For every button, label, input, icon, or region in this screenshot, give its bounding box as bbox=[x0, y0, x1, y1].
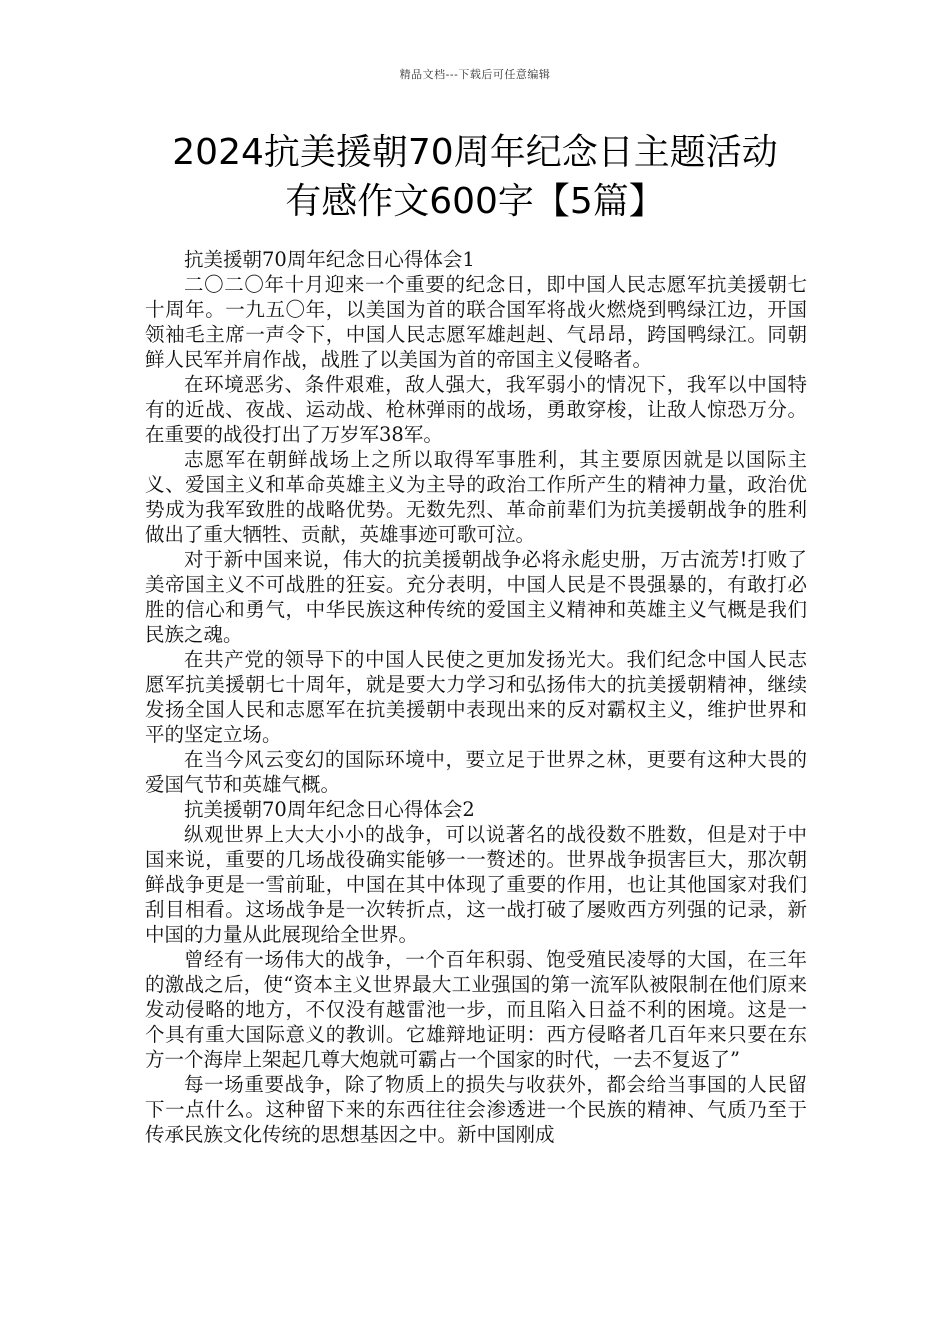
header-note: 精品文档---下载后可任意编辑 bbox=[399, 68, 551, 81]
section-heading-1: 抗美援朝70周年纪念日心得体会1 bbox=[184, 248, 475, 271]
paragraph: 曾经有一场伟大的战争，一个百年积弱、饱受殖民凌辱的大国，在三年的激战之后，使“资本主义世界最大工业强国的第一流军队被限制在他们原来发动侵略的地方，不仅没有越雷池一步，而且陷入日益不利的困境。这是一个具有重大国际意义的教训。它雄辩地证明：西方侵略者几百年来只要在东方一个海岸上架起几尊大炮就可霸占一个国家的时代，一去不复返了” bbox=[145, 948, 807, 1071]
paragraph: 在当今风云变幻的国际环境中，要立足于世界之林，更要有这种大畏的爱国气节和英雄气概。 bbox=[145, 748, 807, 796]
title-line-1: 2024抗美援朝70周年纪念日主题活动 bbox=[172, 132, 778, 173]
paragraph: 志愿军在朝鲜战场上之所以取得军事胜利，其主要原因就是以国际主义、爱国主义和革命英雄主义为主导的政治工作所产生的精神力量，政治优势成为我军致胜的战略优势。无数先烈、革命前辈们为抗美援朝战争的胜利做出了重大牺牲、贡献，英雄事迹可歌可泣。 bbox=[145, 448, 807, 546]
paragraph: 在环境恶劣、条件艰难，敌人强大，我军弱小的情况下，我军以中国特有的近战、夜战、运动战、枪林弹雨的战场，勇敢穿梭，让敌人惊恐万分。在重要的战役打出了万岁军38军。 bbox=[145, 373, 807, 446]
document-title bbox=[120, 128, 830, 226]
paragraph: 在共产党的领导下的中国人民使之更加发扬光大。我们纪念中国人民志愿军抗美援朝七十周年，就是要大力学习和弘扬伟大的抗美援朝精神，继续发扬全国人民和志愿军在抗美援朝中表现出来的反对霸权主义，维护世界和平的坚定立场。 bbox=[145, 648, 807, 746]
paragraph: 纵观世界上大大小小的战争，可以说著名的战役数不胜数，但是对于中国来说，重要的几场战役确实能够一一赘述的。世界战争损害巨大，那次朝鲜战争更是一雪前耻，中国在其中体现了重要的作用，也让其他国家对我们刮目相看。这场战争是一次转折点，这一战打破了屡败西方列强的记录，新中国的力量从此展现给全世界。 bbox=[145, 823, 807, 946]
section-heading-2: 抗美援朝70周年纪念日心得体会2 bbox=[184, 798, 475, 821]
paragraph: 对于新中国来说，伟大的抗美援朝战争必将永彪史册，万古流芳!打败了美帝国主义不可战胜的狂妄。充分表明，中国人民是不畏强暴的，有敢打必胜的信心和勇气，中华民族这种传统的爱国主义精神和英雄主义气概是我们民族之魂。 bbox=[145, 548, 807, 646]
article-body bbox=[145, 247, 807, 1147]
paragraph: 每一场重要战争，除了物质上的损失与收获外，都会给当事国的人民留下一点什么。这种留下来的东西往往会渗透进一个民族的精神、气质乃至于传承民族文化传统的思想基因之中。新中国刚成 bbox=[145, 1073, 807, 1146]
title-line-2: 有感作文600字【5篇】 bbox=[285, 181, 665, 222]
paragraph: 二〇二〇年十月迎来一个重要的纪念日，即中国人民志愿军抗美援朝七十周年。一九五〇年，以美国为首的联合国军将战火燃烧到鸭绿江边，开国领袖毛主席一声令下，中国人民志愿军雄赳赳、气昂昂，跨国鸭绿江。同朝鲜人民军并肩作战，战胜了以美国为首的帝国主义侵略者。 bbox=[145, 273, 807, 371]
